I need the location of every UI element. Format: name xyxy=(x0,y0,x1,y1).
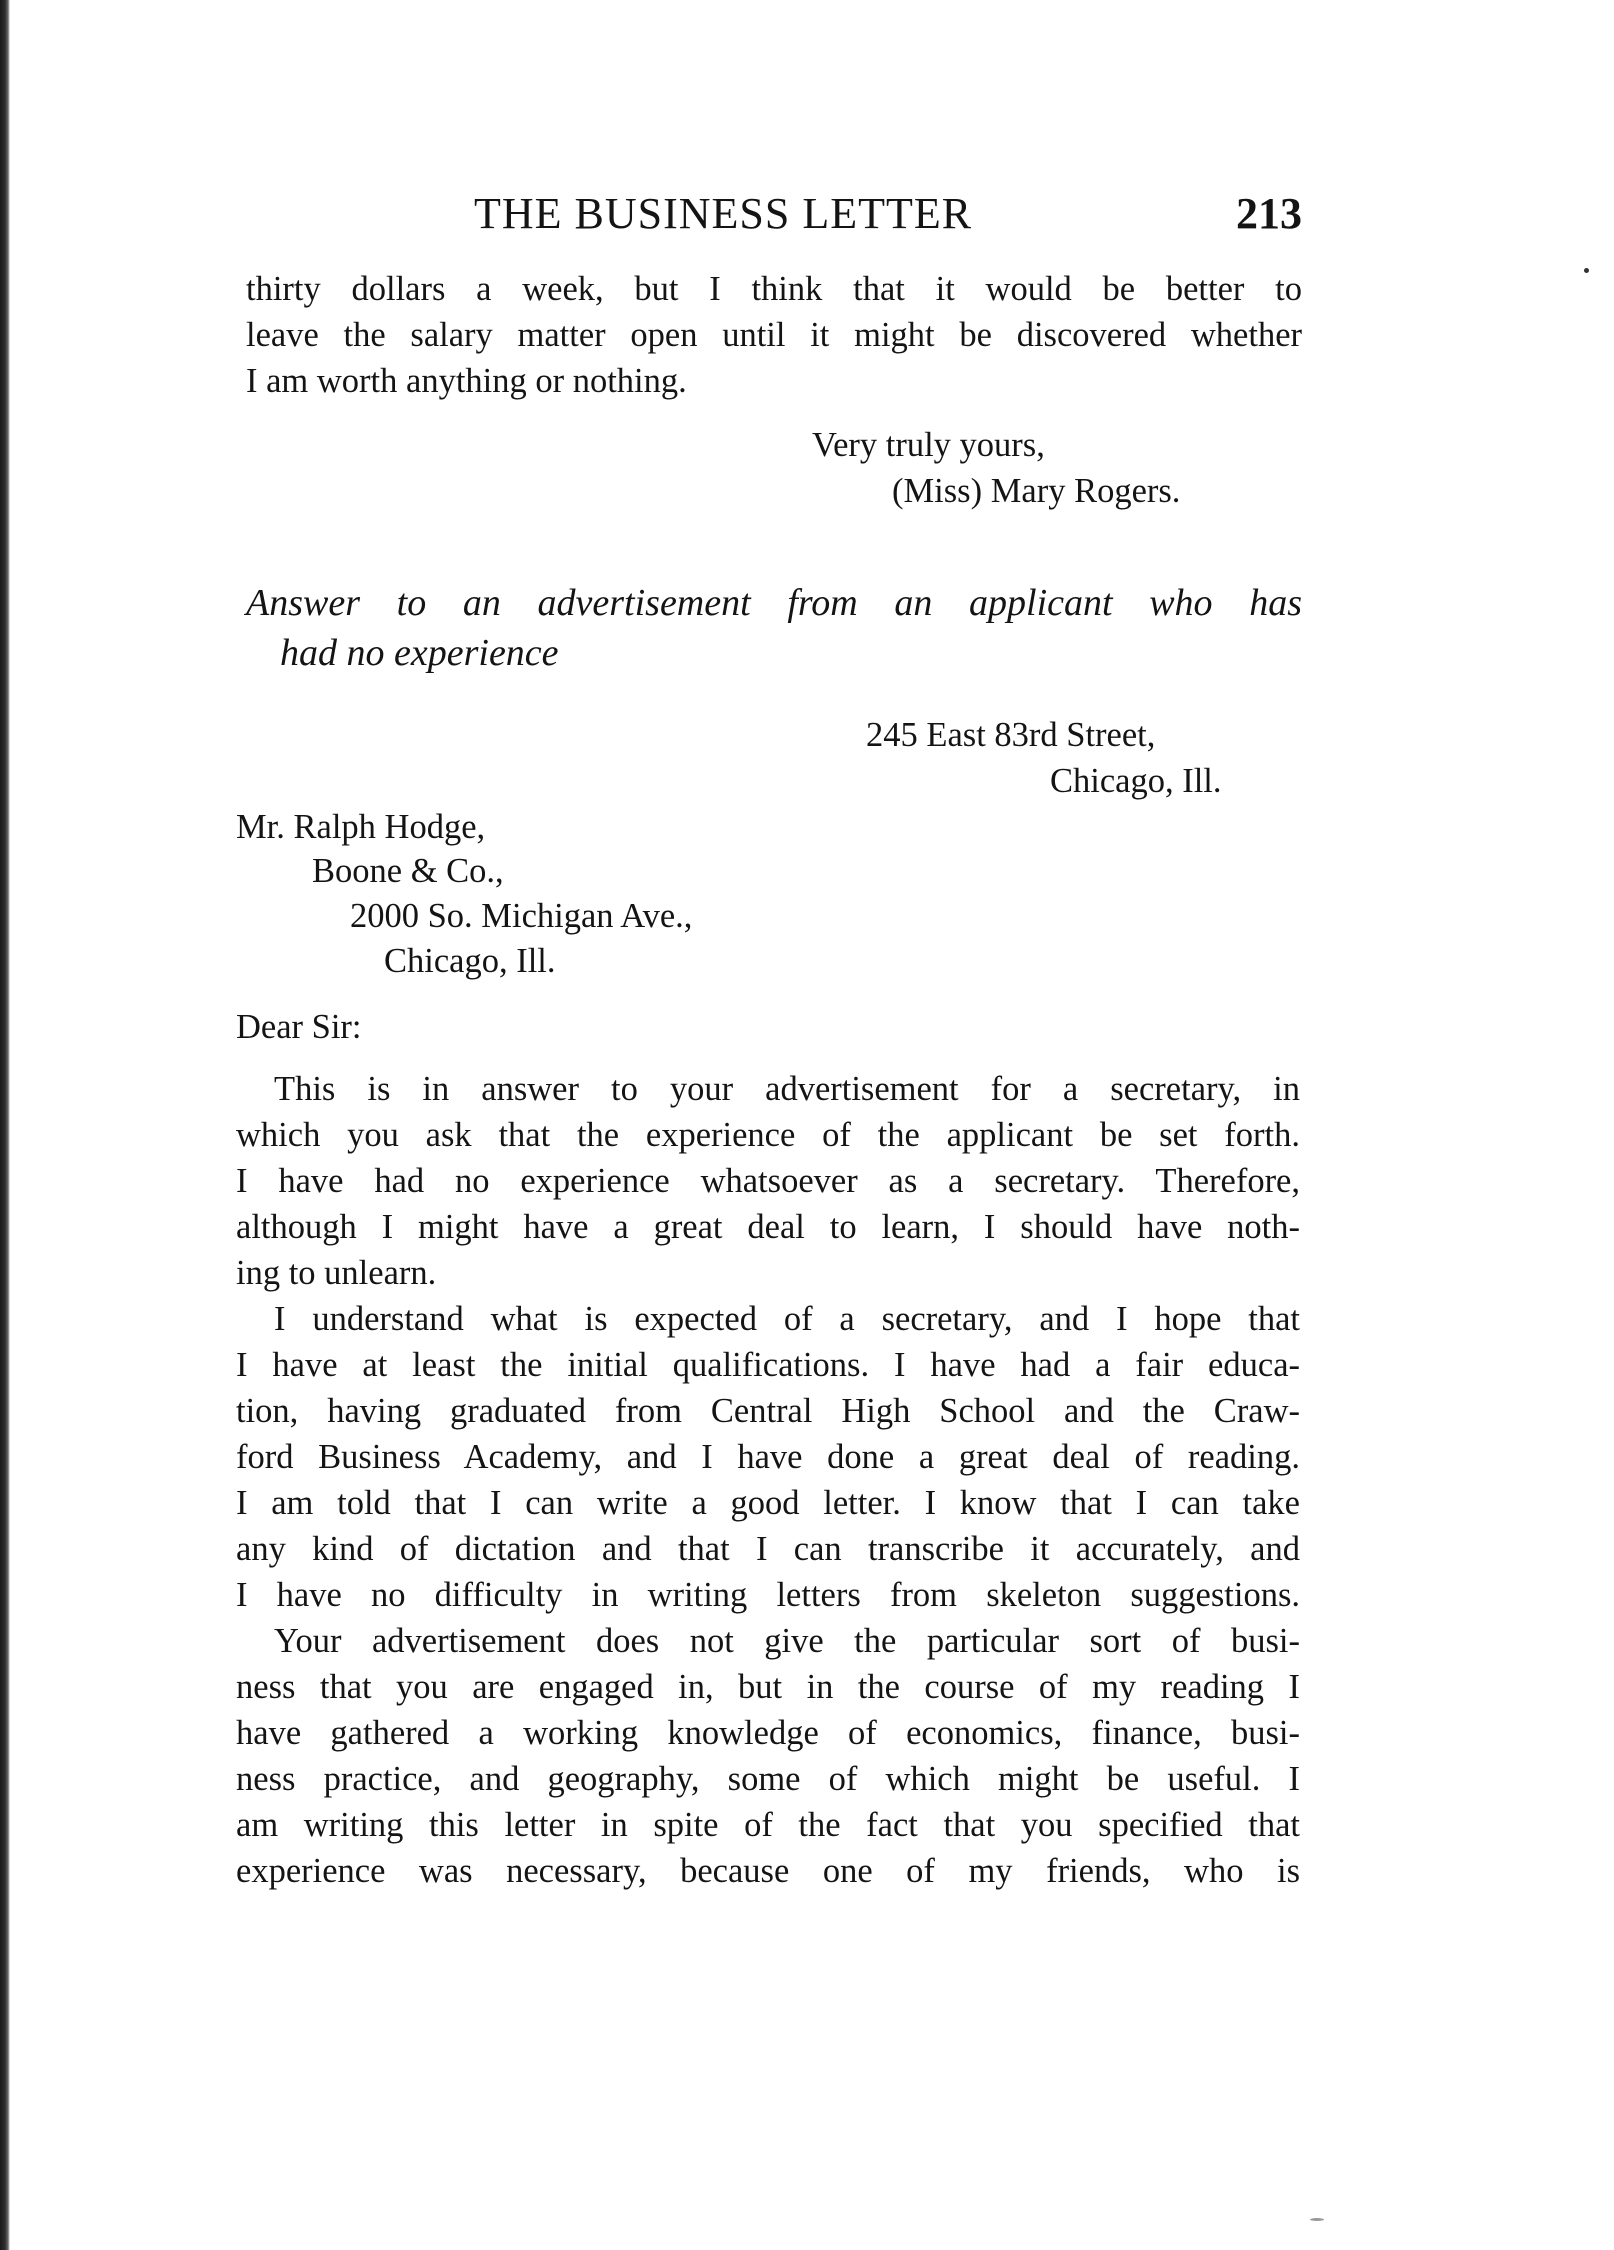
paragraph-line: have gathered a working knowledge of economics, finance, busi- xyxy=(236,1714,1300,1752)
paragraph-line: am writing this letter in spite of the fact that you specified that xyxy=(236,1806,1300,1844)
inside-address-line: Boone & Co., xyxy=(312,852,504,890)
paragraph-line: I have at least the initial qualifications. I have had a fair educa- xyxy=(236,1346,1300,1384)
paragraph-line: although I might have a great deal to learn, I should have noth- xyxy=(236,1208,1300,1246)
paragraph-line: This is in answer to your advertisement for a secretary, in xyxy=(274,1070,1300,1108)
body-line: leave the salary matter open until it might be discovered whether xyxy=(246,316,1302,354)
paragraph-line: which you ask that the experience of the applicant be set forth. xyxy=(236,1116,1300,1154)
salutation: Dear Sir: xyxy=(236,1008,362,1046)
signature: (Miss) Mary Rogers. xyxy=(892,472,1181,510)
body-line: I am worth anything or nothing. xyxy=(246,362,687,400)
body-line: thirty dollars a week, but I think that it would be better to xyxy=(246,270,1302,308)
binding-edge xyxy=(0,0,10,2250)
paragraph-line: tion, having graduated from Central High School and the Craw- xyxy=(236,1392,1300,1430)
paragraph-line: ness practice, and geography, some of which might be useful. I xyxy=(236,1760,1300,1798)
paragraph-line: I have no difficulty in writing letters from skeleton suggestions. xyxy=(236,1576,1300,1614)
inside-address-line: Chicago, Ill. xyxy=(384,942,556,980)
page-header xyxy=(474,188,1302,248)
paragraph-line: I am told that I can write a good letter. I know that I can take xyxy=(236,1484,1300,1522)
sender-address-line: 245 East 83rd Street, xyxy=(866,716,1156,754)
paragraph-line: Your advertisement does not give the particular sort of busi- xyxy=(274,1622,1300,1660)
paragraph-line: experience was necessary, because one of my friends, who is xyxy=(236,1852,1300,1890)
page-number: 213 xyxy=(1236,189,1302,238)
paragraph-line: ford Business Academy, and I have done a great deal of reading. xyxy=(236,1438,1300,1476)
inside-address-line: 2000 So. Michigan Ave., xyxy=(350,897,693,935)
section-heading: Answer to an advertisement from an applicant who has xyxy=(246,582,1302,624)
paragraph-line: ness that you are engaged in, but in the course of my reading I xyxy=(236,1668,1300,1706)
paragraph-line: I understand what is expected of a secretary, and I hope that xyxy=(274,1300,1300,1338)
section-heading: had no experience xyxy=(280,632,559,674)
paragraph-line: I have had no experience whatsoever as a secretary. Therefore, xyxy=(236,1162,1300,1200)
scan-speck xyxy=(1584,268,1589,273)
scan-speck xyxy=(1310,2218,1324,2221)
sender-address-line: Chicago, Ill. xyxy=(1050,762,1222,800)
inside-address-line: Mr. Ralph Hodge, xyxy=(236,808,486,846)
closing: Very truly yours, xyxy=(812,426,1045,464)
running-head: THE BUSINESS LETTER xyxy=(474,189,973,238)
paragraph-line: ing to unlearn. xyxy=(236,1254,437,1292)
paragraph-line: any kind of dictation and that I can transcribe it accurately, and xyxy=(236,1530,1300,1568)
